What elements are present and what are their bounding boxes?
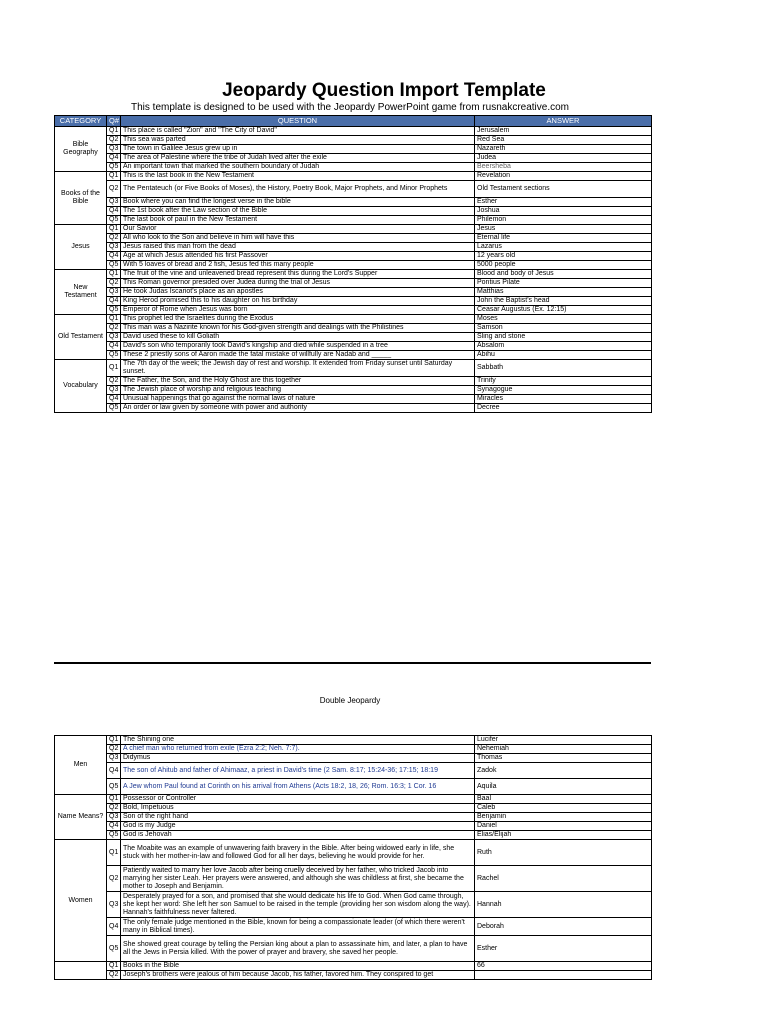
question-cell: The Father, the Son, and the Holy Ghost are this together (121, 377, 475, 386)
question-cell: He took Judas Iscariot's place as an apostles (121, 288, 475, 297)
answer-cell: Esther (475, 198, 652, 207)
question-cell: With 5 loaves of bread and 2 fish, Jesus fed this many people (121, 261, 475, 270)
question-cell: Emperor of Rome when Jesus was born (121, 306, 475, 315)
question-cell: King Herod promised this to his daughter on his birthday (121, 297, 475, 306)
question-number-cell: Q4 (107, 154, 121, 163)
answer-cell: Nehemiah (475, 745, 652, 754)
question-cell: The area of Palestine where the tribe of Judah lived after the exile (121, 154, 475, 163)
answer-cell: Eternal life (475, 234, 652, 243)
question-number-cell: Q4 (107, 252, 121, 261)
answer-cell: Abihu (475, 351, 652, 360)
table-row (55, 813, 652, 822)
table-row (55, 386, 652, 395)
answer-cell: Sling and stone (475, 333, 652, 342)
question-cell: A Jew whom Paul found at Corinth on his arrival from Athens (Acts 18:2, 18, 26; Rom. 16:3; 1 Cor. 16 (121, 779, 475, 795)
question-cell: These 2 priestly sons of Aaron made the fatal mistake of willfully are Nadab and _____ (121, 351, 475, 360)
question-number-cell: Q5 (107, 261, 121, 270)
question-cell: Book where you can find the longest verse in the bible (121, 198, 475, 207)
question-cell: The last book of paul in the New Testament (121, 216, 475, 225)
question-cell: This sea was parted (121, 136, 475, 145)
table-row (55, 243, 652, 252)
table-row (55, 270, 652, 279)
question-number-cell: Q3 (107, 198, 121, 207)
table-row (55, 795, 652, 804)
column-header-question: QUESTION (121, 116, 475, 127)
table-row (55, 892, 652, 918)
question-number-cell: Q3 (107, 333, 121, 342)
question-number-cell: Q4 (107, 918, 121, 936)
category-cell: Vocabulary (55, 360, 107, 413)
question-number-cell: Q3 (107, 288, 121, 297)
question-cell: Didymus (121, 754, 475, 763)
table-row (55, 351, 652, 360)
question-cell: An important town that marked the southern boundary of Judah (121, 163, 475, 172)
table-row (55, 804, 652, 813)
question-number-cell: Q5 (107, 779, 121, 795)
table-row (55, 154, 652, 163)
answer-cell: Joshua (475, 207, 652, 216)
table-row (55, 754, 652, 763)
round2-table (54, 735, 652, 980)
question-number-cell: Q1 (107, 962, 121, 971)
table-row (55, 225, 652, 234)
question-number-cell: Q5 (107, 216, 121, 225)
answer-cell: Red Sea (475, 136, 652, 145)
table-row (55, 288, 652, 297)
question-cell: This is the last book in the New Testament (121, 172, 475, 181)
answer-cell: Old Testament sections (475, 181, 652, 198)
category-cell (55, 962, 107, 980)
question-cell: Jesus raised this man from the dead (121, 243, 475, 252)
answer-cell: Jerusalem (475, 127, 652, 136)
table-row (55, 962, 652, 971)
question-cell: David's son who temporarily took David's kingship and died while suspended in a tree (121, 342, 475, 351)
question-number-cell: Q4 (107, 207, 121, 216)
question-number-cell: Q2 (107, 377, 121, 386)
answer-cell: Samson (475, 324, 652, 333)
table-row (55, 377, 652, 386)
answer-cell: Zadok (475, 763, 652, 779)
answer-cell: Ceasar Augustus (Ex. 12:15) (475, 306, 652, 315)
table-row (55, 136, 652, 145)
table-row (55, 261, 652, 270)
question-number-cell: Q4 (107, 342, 121, 351)
question-cell: The son of Ahitub and father of Ahimaaz, a priest in David's time (2 Sam. 8:17; 15:24-36; 17:15; 18:19 (121, 763, 475, 779)
table-row (55, 163, 652, 172)
question-cell: She showed great courage by telling the Persian king about a plan to assassinate him, and later, a plan to have all the Jews in Persia killed. With the power of prayer and bravery, she saved her people. (121, 936, 475, 962)
question-number-cell: Q4 (107, 822, 121, 831)
question-number-cell: Q4 (107, 763, 121, 779)
category-cell: Men (55, 736, 107, 795)
answer-cell: Lucifer (475, 736, 652, 745)
answer-cell: Jesus (475, 225, 652, 234)
question-number-cell: Q3 (107, 754, 121, 763)
category-cell: Old Testament (55, 315, 107, 360)
answer-cell: Synagogue (475, 386, 652, 395)
page-subtitle: This template is designed to be used with the Jeopardy PowerPoint game from rusnakcreative.com (131, 102, 569, 113)
question-number-cell: Q2 (107, 971, 121, 980)
question-cell: This place is called "Zion" and "The City of David" (121, 127, 475, 136)
answer-cell: Matthias (475, 288, 652, 297)
question-cell: Age at which Jesus attended his first Passover (121, 252, 475, 261)
question-number-cell: Q5 (107, 306, 121, 315)
question-cell: Bold, Impetuous (121, 804, 475, 813)
answer-cell: Judea (475, 154, 652, 163)
question-cell: Patiently waited to marry her love Jacob after being cruelly deceived by her father, who tricked Jacob into marrying her sister Leah. Her prayers were answered, and although she was childless at first, she became the mother to Joseph and Benjamin. (121, 866, 475, 892)
answer-cell: John the Baptist's head (475, 297, 652, 306)
question-cell: The Shining one (121, 736, 475, 745)
table-row (55, 234, 652, 243)
table-row (55, 207, 652, 216)
table-row (55, 360, 652, 377)
question-number-cell: Q1 (107, 315, 121, 324)
table-row (55, 745, 652, 754)
table-row (55, 145, 652, 154)
answer-cell: Trinity (475, 377, 652, 386)
question-number-cell: Q2 (107, 866, 121, 892)
table-row (55, 866, 652, 892)
question-number-cell: Q3 (107, 243, 121, 252)
page-title: Jeopardy Question Import Template (222, 80, 546, 101)
question-number-cell: Q5 (107, 163, 121, 172)
double-jeopardy-label: Double Jeopardy (319, 696, 381, 705)
answer-cell: 12 years old (475, 252, 652, 261)
answer-cell (475, 971, 652, 980)
answer-cell: Philemon (475, 216, 652, 225)
question-number-cell: Q1 (107, 127, 121, 136)
question-cell: A chief man who returned from exile (Ezra 2:2; Neh. 7:7). (121, 745, 475, 754)
question-number-cell: Q2 (107, 234, 121, 243)
question-cell: The 1st book after the Law section of the Bible (121, 207, 475, 216)
question-cell: This Roman governor presided over Judea during the trial of Jesus (121, 279, 475, 288)
question-number-cell: Q3 (107, 386, 121, 395)
question-cell: An order or law given by someone with power and authority (121, 404, 475, 413)
question-number-cell: Q3 (107, 145, 121, 154)
table-row (55, 306, 652, 315)
answer-cell: Ruth (475, 840, 652, 866)
question-number-cell: Q2 (107, 804, 121, 813)
answer-cell: Baal (475, 795, 652, 804)
question-number-cell: Q1 (107, 360, 121, 377)
question-cell: God is Jehovah (121, 831, 475, 840)
question-number-cell: Q3 (107, 813, 121, 822)
table-row (55, 342, 652, 351)
question-number-cell: Q5 (107, 351, 121, 360)
answer-cell: Elias/Elijah (475, 831, 652, 840)
answer-cell: Deborah (475, 918, 652, 936)
table-row (55, 127, 652, 136)
category-cell: Women (55, 840, 107, 962)
answer-cell: Lazarus (475, 243, 652, 252)
category-cell: Jesus (55, 225, 107, 270)
question-cell: God is my Judge (121, 822, 475, 831)
answer-cell: Moses (475, 315, 652, 324)
answer-cell: Esther (475, 936, 652, 962)
table-row (55, 404, 652, 413)
answer-cell: Aquila (475, 779, 652, 795)
table-row (55, 252, 652, 261)
question-cell: Son of the right hand (121, 813, 475, 822)
column-header-category: CATEGORY (55, 116, 107, 127)
answer-cell: Absalom (475, 342, 652, 351)
answer-cell: Rachel (475, 866, 652, 892)
answer-cell: Blood and body of Jesus (475, 270, 652, 279)
table-row (55, 736, 652, 745)
table-row (55, 297, 652, 306)
category-cell: Name Means? (55, 795, 107, 840)
question-cell: Desperately prayed for a son, and promised that she would dedicate his life to God. When God came through, she kept her word: She left her son Samuel to be raised in the temple (providing her son wisdom along the way). Hannah's faithfulness never faltered. (121, 892, 475, 918)
question-cell: Books in the Bible (121, 962, 475, 971)
answer-cell: Nazareth (475, 145, 652, 154)
answer-cell: 5000 people (475, 261, 652, 270)
table-row (55, 831, 652, 840)
table-row (55, 216, 652, 225)
question-number-cell: Q5 (107, 831, 121, 840)
question-number-cell: Q2 (107, 324, 121, 333)
table-row (55, 181, 652, 198)
answer-cell: 66 (475, 962, 652, 971)
table-row (55, 198, 652, 207)
question-number-cell: Q1 (107, 225, 121, 234)
table-row (55, 395, 652, 404)
question-cell: All who look to the Son and believe in him will have this (121, 234, 475, 243)
category-cell: New Testament (55, 270, 107, 315)
table-row (55, 763, 652, 779)
table-row (55, 918, 652, 936)
question-number-cell: Q5 (107, 404, 121, 413)
question-cell: The Moabite was an example of unwavering faith bravery in the Bible. After being widowed early in life, she stuck with her mother-in-law and followed God for all her days, believing he would provide for her. (121, 840, 475, 866)
question-cell: David used these to kill Goliath (121, 333, 475, 342)
table-row (55, 279, 652, 288)
question-cell: Possessor or Controller (121, 795, 475, 804)
answer-cell: Pontius Pilate (475, 279, 652, 288)
table-row (55, 172, 652, 181)
question-cell: The 7th day of the week; the Jewish day of rest and worship. It extended from Friday sunset until Saturday sunset. (121, 360, 475, 377)
table-row (55, 936, 652, 962)
answer-cell: Miracles (475, 395, 652, 404)
question-cell: This man was a Nazirite known for his God-given strength and dealings with the Philistines (121, 324, 475, 333)
answer-cell: Revelation (475, 172, 652, 181)
table-row (55, 324, 652, 333)
round1-table (54, 115, 652, 413)
question-number-cell: Q4 (107, 297, 121, 306)
table-row (55, 840, 652, 866)
table-row (55, 315, 652, 324)
column-header-qnum: Q# (107, 116, 121, 127)
answer-cell: Sabbath (475, 360, 652, 377)
question-number-cell: Q1 (107, 840, 121, 866)
answer-cell: Daniel (475, 822, 652, 831)
question-number-cell: Q2 (107, 181, 121, 198)
question-cell: This prophet led the Israelites during the Exodus (121, 315, 475, 324)
question-cell: The only female judge mentioned in the Bible, known for being a compassionate leader (of which there weren't many in Biblical times). (121, 918, 475, 936)
question-number-cell: Q2 (107, 279, 121, 288)
table-row (55, 333, 652, 342)
question-number-cell: Q2 (107, 136, 121, 145)
header-row (55, 116, 652, 127)
answer-cell: Caleb (475, 804, 652, 813)
answer-cell: Thomas (475, 754, 652, 763)
question-cell: Our Savior (121, 225, 475, 234)
category-cell: Bible Geography (55, 127, 107, 172)
answer-cell: Hannah (475, 892, 652, 918)
answer-cell: Decree (475, 404, 652, 413)
question-number-cell: Q5 (107, 936, 121, 962)
question-cell: Unusual happenings that go against the normal laws of nature (121, 395, 475, 404)
question-cell: The fruit of the vine and unleavened bread represent this during the Lord's Supper (121, 270, 475, 279)
question-cell: The town in Galilee Jesus grew up in (121, 145, 475, 154)
answer-cell: Benjamin (475, 813, 652, 822)
section-divider (54, 662, 651, 664)
question-cell: The Jewish place of worship and religious teaching (121, 386, 475, 395)
question-number-cell: Q1 (107, 270, 121, 279)
category-cell: Books of the Bible (55, 172, 107, 225)
column-header-answer: ANSWER (475, 116, 652, 127)
question-number-cell: Q3 (107, 892, 121, 918)
table-row (55, 971, 652, 980)
question-cell: The Pentateuch (or Five Books of Moses), the History, Poetry Book, Major Prophets, and Minor Prophets (121, 181, 475, 198)
question-number-cell: Q1 (107, 736, 121, 745)
answer-cell: Beersheba (475, 163, 652, 172)
table-row (55, 822, 652, 831)
question-cell: Joseph's brothers were jealous of him because Jacob, his father, favored him. They conspired to get (121, 971, 475, 980)
question-number-cell: Q2 (107, 745, 121, 754)
question-number-cell: Q1 (107, 795, 121, 804)
question-number-cell: Q1 (107, 172, 121, 181)
question-number-cell: Q4 (107, 395, 121, 404)
table-row (55, 779, 652, 795)
